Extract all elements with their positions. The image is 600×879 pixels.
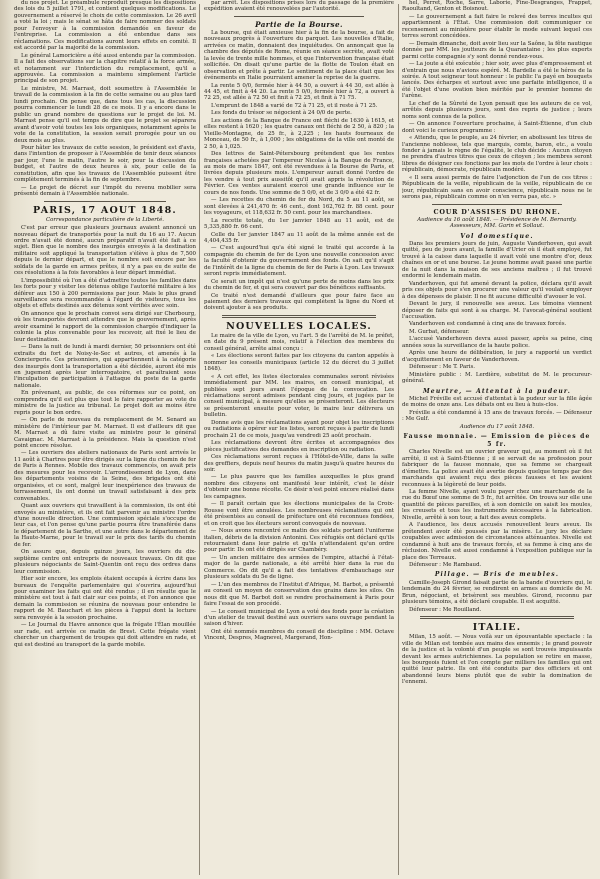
article-paragraph: — Dans la nuit de lundi à mardi dernier, 50 prisonniers ont été extraits du fort de Noisy-le-Sec et autres, et amenés à la Conciergerie. Ces prisonniers, qui appartiennent à la catégorie des insurgés dont la transportation a été décidée, auront été mis en jugement après leur interrogatoire, et paraîtraient sous l'inculpation de participation à l'attaque du poste de la garde nationale. — [14, 344, 196, 389]
article-paragraph: Des lettres de Saint-Pétersbourg prétendent que les rentes françaises achetées par l'empereur Nicolas à la Banque de France, au mois de mars 1847, ont été revendues à la Bourse de Paris, et livrées depuis plusieurs mois. L'empereur aurait donné l'ordre de les vendre à tout prix aussitôt qu'il avait appris la révolution de Février. Ces ventes auraient exercé une grande influence sur le cours de nos fonds. Une somme de 5 0/0, et de 3 0/0 a été 42 fr. — [204, 151, 394, 196]
court-session-subtitle: Audience du 16 août 1848. — Présidence de M. Bernardy. Assesseurs, MM. Garin et Sollaut. — [417, 216, 577, 230]
article-paragraph: Après une heure de délibération, le jury a rapporté un verdict d'acquittement en faveur de Vanderhoven. — [402, 350, 592, 363]
correspondence-subtitle: Correspondance particulière de la Liberté. — [45, 216, 165, 223]
article-paragraph: — Les ouvriers des ateliers nationaux de Paris sont arrivés le 11 août à Chartres pour être dirigés sur la ligne du chemin de fer de Paris à Rennes. Mobile des travaux commencés, on avait pris des mesures pour les recevoir. L'arrondissement de Lyon, dans les départements voisins de la Seine, des brigades ont été organisées, et ce sont, malgré leur inexpérience des travaux de terrassement, ils ont donné un travail satisfaisant à des prix convenables. — [14, 450, 196, 502]
section-title-italie: ITALIE. — [472, 622, 522, 634]
section-divider — [44, 201, 166, 202]
article-paragraph: Le général Lamoricière a été aussi entendu par la commission. Il a fait des observations sur la chapitre relatif à la force armée, et notamment sur l'interdiction du remplacement, qu'il a approuvée. La commission a maintenu simplement l'article principal de son projet. — [14, 52, 196, 85]
article-paragraph: On assure que, depuis quinze jours, les ouvriers du dix-septième centre ont entrepris de nouveaux travaux. On dit que plusieurs négociants de Saint-Quentin ont reçu des ordres dans leur commission. — [14, 549, 196, 575]
article-paragraph: L'accusé Vanderhoven devra aussi passer, après sa peine, cinq années sous la surveillance de la haute police. — [402, 336, 592, 349]
article-paragraph: — L'un des membres de l'Institut d'Afrique, M. Barbot, a présenté au conseil un moyen de conservation des grains dans les silos. On nous dit que M. Barbot doit se rendre prochainement à Paris pour faire l'essai de son procédé. — [204, 581, 394, 608]
article-paragraph: En prévenant, au public, de ces réformes sur ce point, on comprendra qu'il est plus que tout le faire rapporter au vote du ministre de la justice au tribunal. Le projet doit au moins être repris pour le bon ordre. — [14, 390, 196, 416]
article-paragraph: Michel Fréville est accusé d'attentat à la pudeur sur la fille âgée de moins de onze ans. Les débats ont eu lieu à huis-clos. — [402, 396, 592, 409]
article-paragraph: La femme Nivelle, ayant voulu payer chez une marchande de la rue du Bœuf une somme de 5 fr., fut arrêtée. On trouva sur elle une quantité de pièces pareilles, et à son domicile on saisit les moules, les creusets et tous les instruments nécessaires à la fabrication. Nivelle, arrêté à son tour, a fait des aveux complets. — [402, 489, 592, 521]
article-paragraph: Vanderhoven est condamné à cinq ans de travaux forcés. — [409, 321, 567, 328]
article-paragraph: Fréville a été condamné à 15 ans de travaux forcés. — Défenseur : Me Gulf. — [402, 409, 592, 423]
article-paragraph: « Les élections seront faites par les citoyens du canton appelés à nommer les conseils municipaux (article 12 du décret du 3 juillet 1848). — [204, 353, 394, 373]
article-paragraph: — On annonce l'ouverture prochaine, à Saint-Étienne, d'un club dont voici le curieux programme : — [402, 121, 592, 134]
article-paragraph: Ces réclamations seront reçues à l'Hôtel-de-Ville, dans la salle des greffiers, depuis neuf heures du matin jusqu'à quatre heures du soir. — [204, 454, 394, 473]
article-paragraph: Ce traité n'est demandé d'ailleurs que pour faire face au paiement des derniers travaux qui complètent la ligne du Nord et doivent ajouter à ses produits. — [204, 292, 394, 312]
section-title-cour-assises: COUR D'ASSISES DU RHONE. — [433, 207, 561, 216]
article-paragraph: Ont été nommés membres du conseil de discipline : MM. Octave Vincent, Despres, Magnevel, Margerand, Hon- — [204, 628, 394, 642]
article-paragraph: « A cet effet, les listes électorales communales seront révisées immédiatement par MM. les maires, en conseil municipal, et publiées sept jours avant l'époque de la convocation. Les réclamations seront admises pendant cinq jours, et jugées par le conseil municipal, à mesure qu'elles se présenteront. Les électeurs se présenteront ensuite pour voter, le maire leur délivrera un bulletin. — [204, 373, 394, 419]
case-title-meurtre: Meurtre, — Attentat à la pudeur. — [422, 387, 572, 395]
article-paragraph: du nos projet. Le préambule reproduit presque les dispositions des lois du 5 juillet 1791, et contient quelques modifications. Le gouvernement a réservé le choix de cette commission. Le 26 avril a voté la loi ; mais le sénat se hâta de faire nommer des soldats pour l'envoyer à la commission demandée en faveur de l'entreprise. La commission a été entendue dans ses réclamations. Ces modifications auront leurs effets en comité. Il est accordé par la majorité de la commission. — [14, 0, 196, 52]
article-paragraph: Ce serait un impôt qui n'est qu'une perte de moins dans les prix du chemin de fer, et qui sera couvert par des bénéfices suffisants. — [204, 278, 394, 292]
article-paragraph: Quant aux ouvriers qui travaillent à la commission, ils ont été envoyés au ministère, et ils ont fait parvenir au ministre l'ordre d'une nouvelle direction. Une commission spéciale s'occupe de leur cas, et l'on pense qu'une partie pourra être transférée dans le département de la Sarthe, et une autre dans le département de la Haute-Marne, pour le travail sur le prix des tarifs du chemin de fer. — [14, 503, 196, 548]
article-paragraph: L'impossibilité où l'on a été d'admettre toutes les familles dans les forts pour y visiter les détenus oblige l'autorité militaire à les déférer aux 150 à 200 permissions par jour. Mais le plus grand surveillance sera recommandée à l'égard de visiteurs, tous les objets et effets destinés aux détenus sont vérifiés avec soin. — [14, 277, 196, 310]
section-title-nouvelles-locales: NOUVELLES LOCALES. — [226, 320, 372, 332]
column-left — [14, 0, 196, 879]
article-paragraph: La rente 5 0/0, fermée hier à 44 50, a ouvert à 44 30, est allée à 44 45, et finit à 44 20. La rente 5 0/0, fermée hier à 72, a ouvert à 72 25, est allée à 72 50 et finit à 72 25, et finit à 71 75. — [204, 82, 394, 102]
article-paragraph: Dans les premiers jours de juin, Auguste Vanderhoven, qui avait quitté, peu de jours avant, la famille d'Urier où il était employé, fut trouvé à la caisse dans laquelle il avait volé une montre d'or, deux chaînes en or et une bourse. Le jeune homme avait passé une partie de la nuit dans la maison de ses anciens maîtres ; il fut trouvé endormi le lendemain matin. — [402, 241, 592, 280]
article-paragraph: — Le projet de décret sur l'impôt du revenu mobilier sera présenté demain à l'Assemblée nationale. — [14, 184, 196, 198]
article-paragraph: — Le plus pauvre que les familles auxquelles le plus grand nombre des citoyens ont manifesté leur intérêt, c'est le désir d'obtenir une bonne récolte. Ce désir n'est point encore réalisé dans les campagnes. — [204, 474, 394, 500]
article-paragraph: — Le gouvernement a fait faire le relevé des terres incultes qui appartiennent à l'État. Une commission doit communiquer ce recensement au ministère pour établir le mode suivant lequel ces terres seront concédées. — [402, 13, 592, 40]
article-paragraph: Camille-Joseph Girond faisait partie de la bande d'ouvriers qui, le lendemain du 24 février, se rendirent en armes au domicile de M. Brun, négociant, et brisèrent ses meubles. Girond, reconnu par plusieurs témoins, a été déclaré coupable. Il est acquitté. — [402, 579, 592, 606]
article-paragraph: Défenseur : Me Rouilland. — [409, 606, 482, 613]
section-divider — [222, 315, 376, 318]
article-paragraph: Vanderhoven, qui fut amené devant la police, déclara qu'il avait pris ces objets pour s'en procurer une valeur qu'il voulait employer à des dépenses de plaisir. Il ne fit aucune difficulté d'avouer le vol. — [402, 280, 592, 300]
article-paragraph: A l'audience, les deux accusés renouvellent leurs aveux. Ils prétendent avoir été poussés par la misère. Le jury les déclare coupables avec admission de circonstances atténuantes. Nivelle est condamné à huit ans de travaux forcés, et sa femme à cinq ans de réclusion. Nivelle est aussi condamné à l'exposition publique sur la place des Terreaux. — [402, 522, 592, 561]
article-paragraph: Charles Nivelle est un ouvrier graveur qui, au moment où il fut arrêté, il est à Saint-Étienne ; il se servait de sa profession pour fabriquer de la fausse monnaie, que sa femme se chargeait d'émettre. La police avait été avertie depuis quelque temps par des marchands qui avaient reçu des pièces fausses et les avaient reconnues à la légèreté de leur poids. — [402, 449, 592, 488]
article-paragraph: Milan, 15 août. — Nous voilà sur un épouvantable spectacle : la ville de Milan est tombée aux mains des ennemis ; le grand pouvoir de la justice et la volonté d'un peuple se sont trouvés impuissants devant les armes autrichiennes. La population se retire en masse, les bourgeois fuient et l'on compte par milliers les familles qui ont quitté leur patrie. Ils ont été conduits par des officiers et ont abandonné leurs biens plutôt que de subir la domination de l'ennemi. — [402, 634, 592, 686]
article-paragraph: M. Gurbat, défenseur. — [409, 328, 470, 335]
article-paragraph: Ministère public : M. Lerdière, substitut de M. le procureur-général. — [402, 371, 592, 385]
article-paragraph: — Demain dimanche, doit avoir lieu sur la Saône, la fête nautique donnée par MM. les joutteurs de la Quarantaine ; les plus experts parmi cette compagnie s'y sont donné rendez-vous. — [402, 40, 592, 60]
case-title-vol: Vol domestique. — [460, 232, 534, 240]
section-divider — [234, 16, 364, 17]
article-paragraph: Le chef de la Sûreté de Lyon pensait que les auteurs de ce vol, arrêtés depuis plusieurs jours, sont des repris de justice ; leurs noms sont connus de la police. — [402, 100, 592, 120]
article-paragraph: L'emprunt de 1848 a varié de 72 à 71 25, et il reste à 71 25. — [211, 102, 378, 109]
court-session-subtitle: Audience du 17 août 1848. — [459, 423, 535, 430]
article-paragraph: Le ministre, M. Marrast, doit soumettre à l'Assemblée le travail de la commission à la fin de cette semaine ou au plus tard lundi prochain. On pense que, dans tous les cas, la discussion pourra commencer le lundi 28 de ce mois. Il y a encore dans le public un grand nombre de questions sur le projet de loi. M. Marrast pense qu'il est temps de dire que le projet se séparera avant d'avoir voté toutes les lois organiques, notamment après le vote de la constitution, la session serait prorogée pour un ou deux mois au plus. — [14, 85, 196, 144]
article-paragraph: Devant le jury, il renouvelle ses aveux. Les témoins viennent déposer de faits qui sont à sa charge. M. l'avocat-général soutient l'accusation. — [402, 301, 592, 320]
article-paragraph: Les actions de la Banque de France ont fléchi de 1630 à 1615, et elles restent à 1620 ; les quatre canaux ont fléchi de 2 50, à 820 ; la Vieille-Montagne, de 25 fr., à 2,225 ; les hauts fourneaux de Monceau, de 50 fr., à 1,000 ; les obligations de la ville ont monté de 2 50, à 1,025. — [204, 117, 394, 150]
article-paragraph: — Il paraît certain que les élections municipales de la Croix-Rousse vont être annulées. Les nombreuses réclamations qui ont été présentées au conseil de préfecture ont été reconnues fondées, et on croit que les électeurs seront convoqués de nouveau. — [204, 501, 394, 527]
column-right — [402, 0, 592, 879]
case-title-fausse-monnaie: Fausse monnaie. — Emission de pièces de 5 fr. — [403, 433, 591, 448]
article-paragraph: La recette totale, du 1er janvier 1848 au 11 août, est de 5,335,880 fr. 66 cent. — [204, 217, 394, 231]
article-paragraph: — C'est aujourd'hui qu'a été signé le traité qui accorde à la compagnie du chemin de fer de Lyon une nouvelle concession avec la faculté d'obtenir du gouvernement des fonds. On sait qu'il s'agit de l'intérêt de la ligne du chemin de fer de Paris à Lyon. Les travaux seront repris immédiatement. — [204, 245, 394, 278]
section-title-bourse: Partie de la Bourse. — [255, 19, 343, 29]
article-paragraph: Pour hâter les travaux de cette session, le président est d'avis, dans l'intention de proposer à l'Assemblée de tenir deux séances par jour, l'une le matin, l'autre le soir, pour la discussion du budget, et l'autre de deux heures à six, pour celle de la constitution, afin que les travaux de l'Assemblée puissent être complètement terminés à la fin de septembre. — [14, 144, 196, 184]
section-divider — [420, 616, 574, 619]
article-paragraph: Défenseur : Me T. Paris. — [409, 364, 476, 371]
article-paragraph: La bourse, qui était anxieuse hier à la fin de la bourse, a fait de nouveaux progrès à l'ouverture du parquet. Les nouvelles d'Italie, arrivées ce matin, donnaient des inquiétudes. On annonçait que la chambre des députés de Rome, réunie en séance secrète, avait voté la levée de trente mille hommes, et que l'intervention française était sollicitée. On disait qu'une partie de la flotte de Toulon était en observation et prête à partir. Le sentiment de la place était que les événements en Italie pourraient amener la reprise de la guerre. — [204, 29, 394, 82]
article-paragraph: Les réclamations devront être écrites et accompagnées des pièces justificatives des demandes en inscription ou radiation. — [204, 440, 394, 453]
article-paragraph: Hier soir encore, les emplois étaient occupés à écrire dans les bureaux de l'enquête parlementaire qui s'ouvrira aujourd'hui pour examiner les faits qui ont été rendus ; il en résulte que le ministère est tout à fait clair sur ces points, et l'on annonce que demain la commission se réunira de nouveau pour entendre le rapport de M. Bauchart et les pièces à l'appui dont la lecture sera renvoyée à la session prochaine. — [14, 576, 196, 621]
article-paragraph: C'est par erreur que plusieurs journaux avaient annoncé un nouveau départ de transportés pour la nuit du 16 au 17. Aucun ordre n'avait été donné, aucun préparatif n'avait été fait à ce sujet. Bien que le nombre des insurgés envoyés à la destination militaire soit appliqué la transportation s'élève à plus de 7,500 depuis le dernier départ, et que le nombre soit encore par les soldats de la garde en armes prêtes, il n'y a pas eu de suite de ces résolutions à la fois favorables à leur départ immédiat. — [14, 225, 196, 277]
article-paragraph: Celle du 1er janvier 1847 au 11 août de la même année est de 4,404,435 fr. — [204, 231, 394, 244]
article-paragraph: « Il sera aussi permis de faire l'adjonction de l'un de ces titres : Républicain de la veille, républicain de la veille, républicain de ce jour, républicain sans en avoir conscience, républicain nous ne le serons pas, républicain comme on n'en verra pas, etc. » — [402, 174, 592, 201]
article-paragraph: — Un ancien militaire des armées de l'empire, attaché à l'état-major de la garde nationale, a été arrêté hier dans la rue du Commerce. On dit qu'il a fait des tentatives d'embauchage sur plusieurs soldats du 5e de ligne. — [204, 554, 394, 581]
article-paragraph: On annonce que le prochain convoi sera dirigé sur Cherbourg, où les transportés devront attendre que le gouvernement, après avoir examiné le rapport de la commission chargée d'indiquer la colonie la plus convenable pour les recevoir, ait fixé le lieu de leur destination. — [14, 310, 196, 343]
article-paragraph: hel, Perret, Roche, Sarre, Laborie, Fine-Desgranges, Frappet, Raoultand, Genton et Boisnout. — [402, 0, 592, 13]
section-divider — [432, 204, 562, 205]
article-paragraph: — Le Journal du Havre annonce que la frégate l'Élan mouillée sur rade, est arrivée ce matin de Brest. Cette frégate vient chercher un chargement de troupes qui doit attendre en rade, et qui est destiné au transport de la garde mobile. — [14, 622, 196, 648]
case-title-pillage: Pillage. — Bris de meubles. — [434, 571, 560, 579]
article-paragraph: Défenseur : Me Rambaud. — [409, 561, 482, 568]
article-paragraph: — Le conseil municipal de Lyon a voté des fonds pour la création d'un atelier de travail destiné aux ouvriers sans ouvrage pendant la saison d'hiver. — [204, 608, 394, 628]
column-rule — [398, 4, 399, 875]
article-paragraph: « Attendu, que le peuple, au 24 février, en abolissant les titres de l'ancienne noblesse, tels que marquis, comte, baron, etc., a voulu fonder à jamais le règne de l'égalité, le club décide : Aucun citoyen ne prendra d'autres titres que ceux de citoyen ; les membres seront libres de désigner ces fonctions par les mots de l'ordre à leur choix : républicain, démocrate, républicain modéré. — [402, 135, 592, 174]
article-paragraph: — On parle de nouveau du remplacement de M. Senard au ministère de l'intérieur par M. Marrast. Il est d'ailleurs dit que M. Marrast a dû faire visite au ministre pour le général Cavaignac. M. Marrast à la présidence. Mais la question n'est point encore résolue. — [14, 417, 196, 449]
article-paragraph: Donne avis que les réclamations ayant pour objet les inscriptions ou radiations à opérer sur les listes, seront reçues à partir de lundi prochain 21 de ce mois, jusqu'au vendredi 25 août prochain. — [204, 419, 394, 439]
section-title-paris: PARIS, 17 AOUT 1848. — [33, 204, 177, 216]
article-paragraph: Les fonds du trésor se négocient à 24 0/0 de perte. — [211, 110, 352, 117]
article-paragraph: Le maire de la ville de Lyon, vu l'art. 5 de l'arrêté de M. le préfet, en date du 9 présent mois, relatif à l'élection des membres du conseil général, arrête ainsi conçu : — [204, 332, 394, 352]
article-paragraph: — Nous avons rencontré ce matin des soldats portant l'uniforme italien, débris de la division Antonini. Ces réfugiés ont déclaré qu'ils retournaient dans leur patrie et qu'ils n'attendaient qu'un ordre pour partir. Ils ont été dirigés sur Chambéry. — [204, 528, 394, 554]
column-middle — [204, 0, 394, 879]
column-rule — [199, 4, 200, 875]
article-paragraph: par arrêt. Les dispositions prises lors du passage de la première expédition avaient été renouvelées par l'autorité. — [204, 0, 394, 13]
article-paragraph: — La joute a été exécutée ; hier soir, avec plus d'empressement et d'entrain que nous n'avions espéré. M. Bardelle a été le héros de la soirée. A tout seigneur tout honneur : le public l'a payé en bouquets lancés. Des écharpes et surtout avec une parfaite intelligence, il a été l'objet d'une ovation bien méritée par le premier homme de l'arène. — [402, 61, 592, 100]
article-paragraph: — Les recettes du chemin de fer du Nord, du 5 au 11 août, se sont élevées à 241,470 fr. 46 cent., dont 162,762 fr. 88 cent. pour les voyageurs, et 118,632 fr. 50 cent. pour les marchandises. — [204, 197, 394, 217]
